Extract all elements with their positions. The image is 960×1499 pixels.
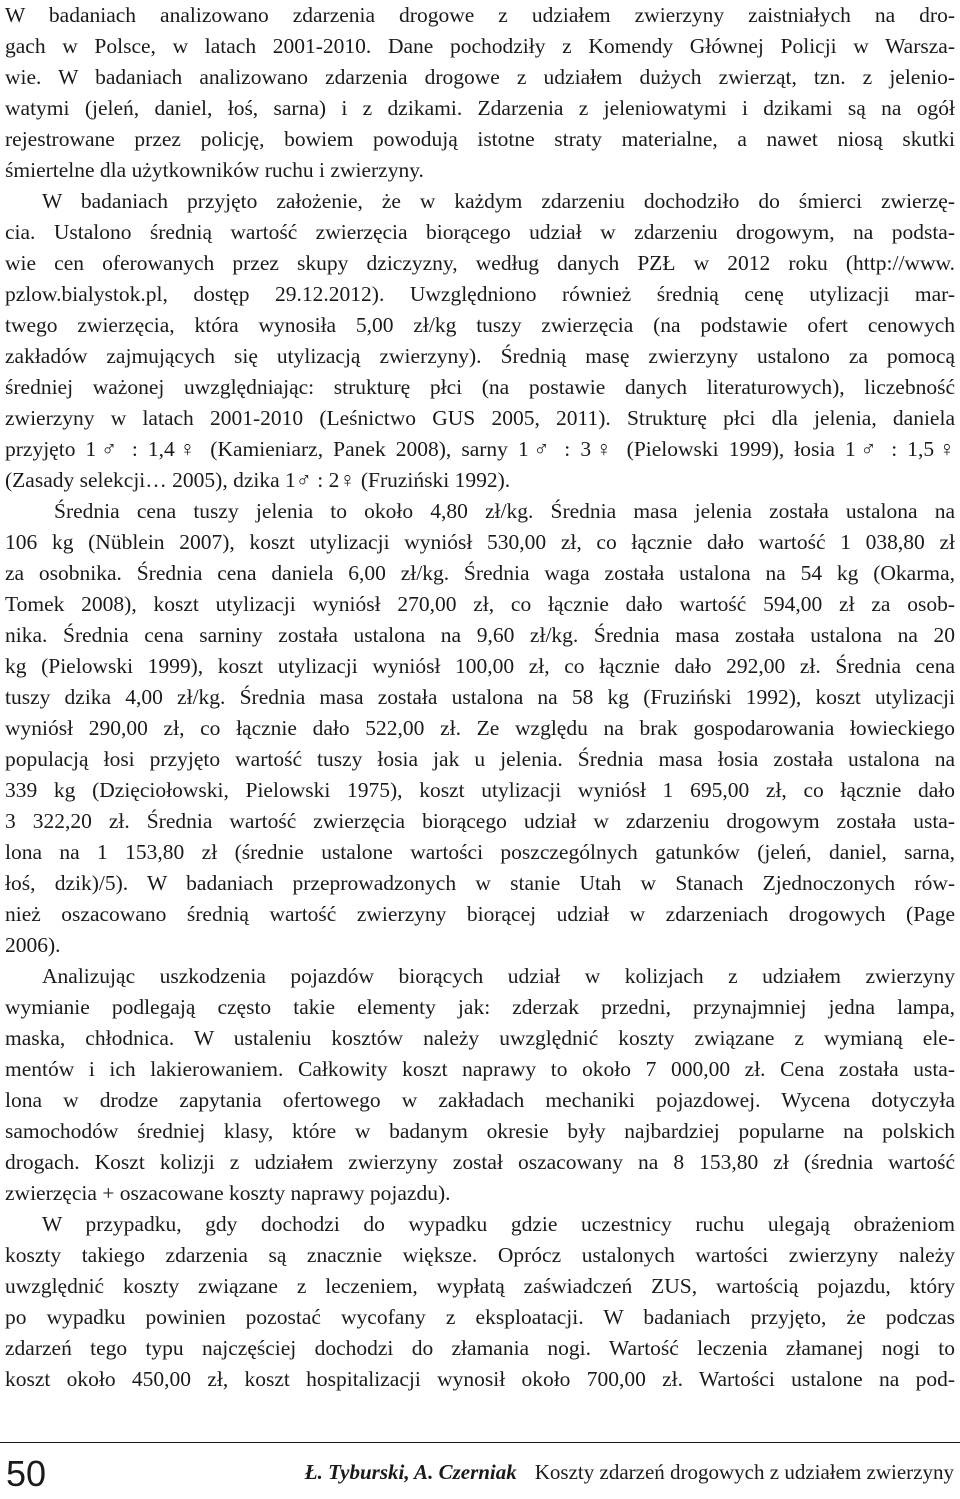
footer-authors: Ł. Tyburski, A. Czerniak [304, 1460, 517, 1484]
text-line: gach w Polsce, w latach 2001-2010. Dane pochodziły z Komendy Głównej Policji w Warsza- [5, 34, 955, 58]
text-line: średniej ważonej uwzględniając: strukturę płci (na postawie danych literaturowych), liczebność [5, 375, 955, 399]
text-line: tuszy dzika 4,00 zł/kg. Średnia masa została ustalona na 58 kg (Fruziński 1992), koszt utylizacji [5, 685, 955, 709]
text-line: W badaniach przyjęto założenie, że w każdym zdarzeniu dochodziło do śmierci zwierzę- [42, 189, 955, 213]
footer-title: Koszty zdarzeń drogowych z udziałem zwierzyny [534, 1460, 954, 1484]
text-line: drogach. Koszt kolizji z udziałem zwierzyny został oszacowany na 8 153,80 zł (średnia wartość [5, 1150, 955, 1174]
text-line: samochodów średniej klasy, które w badanym okresie były najbardziej popularne na polskich [5, 1119, 955, 1143]
text-line: cia. Ustalono średnią wartość zwierzęcia biorącego udział w zdarzeniu drogowym, na podsta- [5, 220, 955, 244]
text-line: Tomek 2008), koszt utylizacji wyniósł 270,00 zł, co łącznie dało wartość 594,00 zł za osob- [5, 592, 955, 616]
text-line: zakładów zajmujących się utylizacją zwierzyny). Średnią masę zwierzyny ustalono za pomocą [5, 344, 955, 368]
text-line: lona w drodze zapytania ofertowego w zakładach mechaniki pojazdowej. Wycena dotyczyła [5, 1088, 955, 1112]
text-line: łoś, dzik)/5). W badaniach przeprowadzonych w stanie Utah w Stanach Zjednoczonych rów- [5, 871, 955, 895]
page-number: 50 [6, 1453, 47, 1494]
text-line: rejestrowane przez policję, bowiem powodują istotne straty materialne, a nawet niosą skutki [5, 127, 955, 151]
text-line: po wypadku powinien pozostać wycofany z eksploatacji. W badaniach przyjęto, że podczas [5, 1305, 955, 1329]
text-line: wymianie podlegają często takie elementy jak: zderzak przedni, przynajmniej jedna lampa, [5, 995, 955, 1019]
text-line: kg (Pielowski 1999), koszt utylizacji wyniósł 100,00 zł, co łącznie dało 292,00 zł. Średnia cena [5, 654, 955, 678]
text-line: uwzględnić koszty związane z leczeniem, wypłatą zaświadczeń ZUS, wartością pojazdu, który [5, 1274, 955, 1298]
text-line: (Zasady selekcji… 2005), dzika 1♂ : 2♀ (Fruziński 1992). [5, 468, 511, 492]
text-line: zdarzeń tego typu najczęściej dochodzi do złamania nogi. Wartość leczenia złamanej nogi to [5, 1336, 955, 1360]
text-line: koszty takiego zdarzenia są znacznie większe. Oprócz ustalonych wartości zwierzyny należy [5, 1243, 955, 1267]
text-line: za osobnika. Średnia cena daniela 6,00 zł/kg. Średnia waga została ustalona na 54 kg (Okarma, [5, 561, 955, 585]
text-line: Średnia cena tuszy jelenia to około 4,80 zł/kg. Średnia masa jelenia została ustalona na [54, 499, 955, 523]
text-line: mentów i ich lakierowaniem. Całkowity koszt naprawy to około 7 000,00 zł. Cena została usta- [5, 1057, 955, 1081]
text-line: twego zwierzęcia, która wynosiła 5,00 zł/kg tuszy zwierzęcia (na podstawie ofert cenowych [5, 313, 955, 337]
text-line: W badaniach analizowano zdarzenia drogowe z udziałem zwierzyny zaistniałych na dro- [5, 3, 955, 27]
text-line: watymi (jeleń, daniel, łoś, sarna) i z dzikami. Zdarzenia z jeleniowatymi i dzikami są na ogół [5, 96, 955, 120]
text-line: populacją łosi przyjęto wartość tuszy łosia jak u jelenia. Średnia masa łosia została ustalona na [5, 747, 955, 771]
text-line: lona na 1 153,80 zł (średnie ustalone wartości poszczególnych gatunków (jeleń, daniel, sarna, [5, 840, 955, 864]
running-footer [305, 1458, 954, 1486]
text-line: maska, chłodnica. W ustaleniu kosztów należy uwzględnić koszty związane z wymianą ele- [5, 1026, 955, 1050]
text-line: zwierzęcia + oszacowane koszty naprawy pojazdu). [5, 1181, 451, 1205]
text-line: śmiertelne dla użytkowników ruchu i zwierzyny. [5, 158, 424, 182]
footer-divider [0, 1442, 960, 1443]
text-line: 106 kg (Nüblein 2007), koszt utylizacji wyniósł 530,00 zł, co łącznie dało wartość 1 038,80 zł [5, 530, 955, 554]
text-line: zwierzyny w latach 2001-2010 (Leśnictwo GUS 2005, 2011). Strukturę płci dla jelenia, daniela [5, 406, 955, 430]
text-line: pzlow.bialystok.pl, dostęp 29.12.2012). Uwzględniono również średnią cenę utylizacji mar- [5, 282, 955, 306]
text-line: wie. W badaniach analizowano zdarzenia drogowe z udziałem dużych zwierząt, tzn. z jelenio- [5, 65, 955, 89]
text-line: 339 kg (Dzięciołowski, Pielowski 1975), koszt utylizacji wyniósł 1 695,00 zł, co łącznie dało [5, 778, 955, 802]
text-line: wyniósł 290,00 zł, co łącznie dało 522,00 zł. Ze względu na brak gospodarowania łowieckiego [5, 716, 955, 740]
text-line: 2006). [5, 933, 61, 957]
text-line: przyjęto 1♂ : 1,4♀ (Kamieniarz, Panek 2008), sarny 1♂ : 3♀ (Pielowski 1999), łosia 1♂ : 1,5♀ [5, 437, 955, 461]
text-line: wie cen oferowanych przez skupy dziczyzny, według danych PZŁ w 2012 roku (http://www. [5, 251, 955, 275]
text-line: 3 322,20 zł. Średnia wartość zwierzęcia biorącego udział w zdarzeniu drogowym została usta- [5, 809, 955, 833]
text-line: W przypadku, gdy dochodzi do wypadku gdzie uczestnicy ruchu ulegają obrażeniom [42, 1212, 955, 1236]
text-line: koszt około 450,00 zł, koszt hospitalizacji wynosił około 700,00 zł. Wartości ustalone na pod- [5, 1367, 955, 1391]
text-line: nież oszacowano średnią wartość zwierzyny biorącej udział w zdarzeniach drogowych (Page [5, 902, 955, 926]
text-line: nika. Średnia cena sarniny została ustalona na 9,60 zł/kg. Średnia masa została ustalona na 20 [5, 623, 955, 647]
text-line: Analizując uszkodzenia pojazdów biorących udział w kolizjach z udziałem zwierzyny [42, 964, 955, 988]
